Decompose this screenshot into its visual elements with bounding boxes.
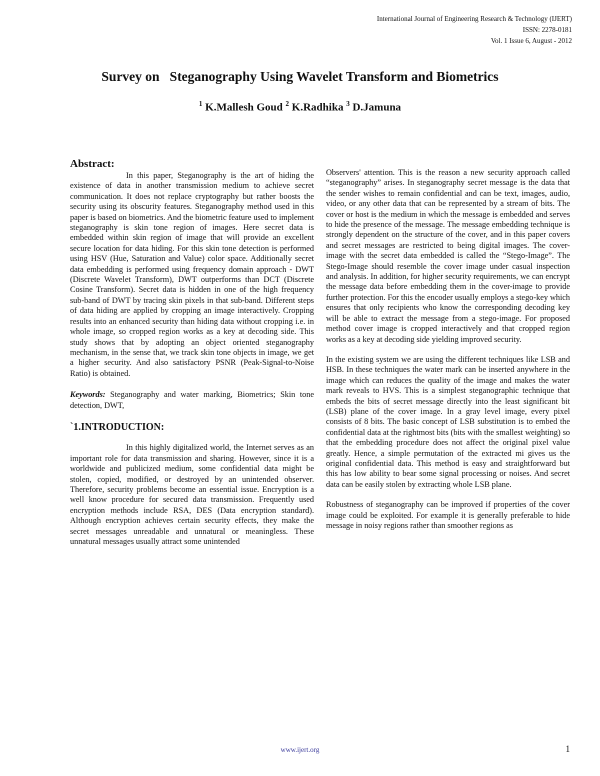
body-paragraph-3: Robustness of steganography can be improved if properties of the cover image could be exploited. For example it is generally preferable to hide message in noisy regions rather than smoother regions as [326,500,570,530]
keywords-label: Keywords: [70,390,106,400]
introduction-heading: `1.INTRODUCTION: [70,421,165,433]
author-list [0,100,600,114]
keywords [70,390,314,411]
author-3-name: D.Jamuna [352,101,402,114]
abstract-text: In this paper, Steganography is the art of hiding the existence of data in another transmission medium to achieve secret communication. It does not replace cryptography but rather boosts the security using its obscurity features. Steganography method used in this paper is based on biometrics. And the biometric feature used to implement steganography is skin tone region of images. Here secret data is embedded within skin region of image that will provide an excellent secure location for data hiding. For this skin tone detection is performed using HSV (Hue, Saturation and Value) color space. Additionally secret data embedding is performed using frequency domain approach - DWT (Discrete Wavelet Transform), DWT outperforms than DCT (Discrete Cosine Transform). Secret data is hidden in one of the high frequency sub-band of DWT by tracing skin pixels in that sub-band. Different steps of data hiding are applied by cropping an image interactively. Cropping results into an enhanced security than hiding data without cropping i.e. in whole image, so cropped region works as a key at decoding side. This study shows that by adopting an object oriented steganography mechanism, in the sense that, we track skin tone objects in image, we get a higher security. And also satisfactory PSNR (Peak-Signal-to-Noise Ratio) is obtained. [70,171,314,378]
right-column [326,168,570,531]
left-column [70,158,314,547]
body-paragraph-2: In the existing system we are using the different techniques like LSB and HSB. In these techniques the water mark can be inserted anywhere in the image which can reduces the quality of the image and makes the water mark reveals to HVS. This is a simplest steganographic technique that embeds the bits of secret message directly into the least significant bit (LSB) plane of the cover image. In a gray level image, every pixel consists of 8 bits. The basic concept of LSB substitution is to embed the confidential data at the rightmost bits (bits with the smallest weighting) so that the embedding procedure does not affect the original pixel value greatly. Hence, a simple permutation of the extracted mi gives us the original confidential data. This method is easy and straightforward but this has low ability to bear some signal processing or noises. And secret data can be easily stolen by extracting whole LSB plane. [326,354,570,489]
abstract-heading: Abstract: [70,158,115,170]
paper-title: Survey on Steganography Using Wavelet Transform and Biometrics [101,69,499,84]
author-2-name: K.Radhika [291,101,344,114]
journal-name: International Journal of Engineering Research & Technology (IJERT) [376,15,572,23]
author-3-number: 3 [346,100,350,108]
journal-header [272,14,572,47]
author-1-number: 1 [198,100,203,108]
issn: ISSN: 2278-0181 [522,26,572,34]
footer-url-link[interactable]: www.ijert.org [280,746,320,754]
page-number: 1 [565,744,570,754]
introduction-text: In this highly digitalized world, the Internet serves as an important role for data transmission and sharing. However, since it is a worldwide and publicized medium, some confidential data might be stolen, copied, modified, or destroyed by an unintended observer. Therefore, security problems become an essential issue. Encryption is a well know procedure for secured data transmission. Frequently used encryption methods include RSA, DES (Data encryption standard). Although encryption achieves certain security effects, they make the secret messages unreadable and unnatural or meaningless. These unnatural messages usually attract some unintended [70,443,314,546]
author-2-number: 2 [285,100,290,108]
body-paragraph-1: Observers' attention. This is the reason a new security approach called “steganography” arises. In steganography secret message is the data that the sender wishes to remain confidential and can be text, images, audio, video, or any other data that can be represented by a stream of bits. The cover or host is the medium in which the message is embedded and serves to hide the presence of the message. The message embedding technique is strongly dependent on the structure of the cover, and in this paper covers and secret messages are restricted to being digital images. The cover-image with the secret data embedded is called the “Stego-Image”. The Stego-Image should resemble the cover image under casual inspection and analysis. In addition, for higher security requirements, we can encrypt the message data before embedding them in the cover-image to provide further protection. For this the encoder usually employs a stego-key which ensures that only recipients who know the corresponding decoding key will be able to extract the message from a stego-image. For proposed method cover image is cropped interactively and that cropped region works as a key at decoding side yielding improved security. [326,168,570,344]
keywords-text: Steganography and water marking, Biometrics; Skin tone detection, DWT, [70,390,315,410]
volume-issue: Vol. 1 Issue 6, August - 2012 [490,37,572,45]
author-1-name: K.Mallesh Goud [205,101,283,114]
